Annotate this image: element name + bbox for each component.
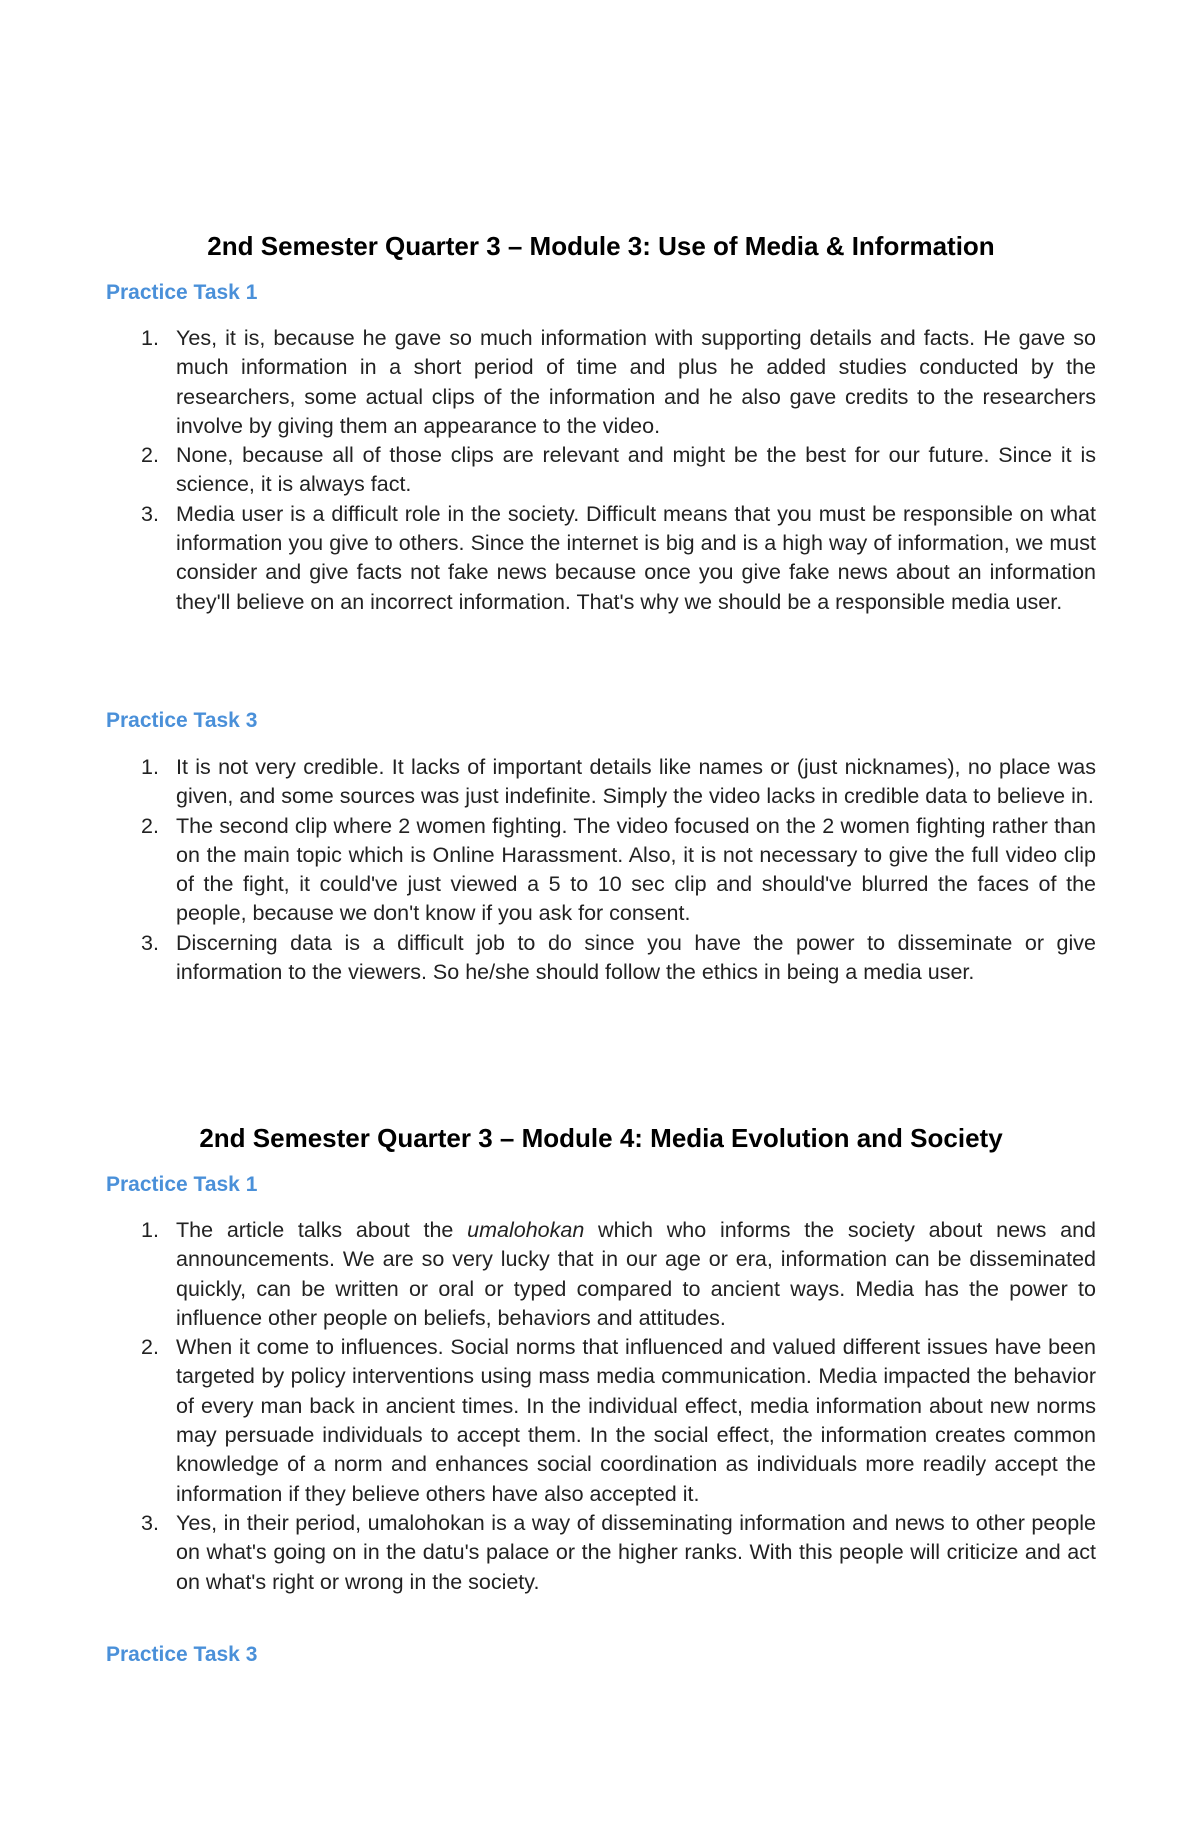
module-4-section [106, 1122, 1096, 1154]
answer-text: When it come to influences. Social norms that influenced and valued different issues have been targeted by policy interventions using mass media communication. Media impacted the behavior of every man back in ancient times. In the individual effect, media information about new norms may persuade individuals to accept them. In the social effect, the information creates common knowledge of a norm and enhances social coordination as individuals more readily accept the information if they believe others have also accepted it. [176, 1335, 1096, 1506]
list-item [106, 753, 1096, 812]
list-item [106, 929, 1096, 988]
list-number: 3. [141, 501, 159, 526]
task-heading: Practice Task 3 [106, 1643, 258, 1666]
task-heading: Practice Task 1 [106, 1173, 258, 1196]
module-3-task-1-answers [106, 324, 1096, 617]
list-item [106, 812, 1096, 929]
answer-text: Media user is a difficult role in the society. Difficult means that you must be responsible on what information you give to others. Since the internet is big and is a high way of information, we must consider and give facts not fake news because once you give fake news about an information they'll believe on an incorrect information. That's why we should be a responsible media user. [176, 501, 1096, 614]
answer-text: Yes, in their period, umalohokan is a way of disseminating information and news to other people on what's going on in the datu's palace or the higher ranks. With this people will criticize and act on what's right or wrong in the society. [176, 1510, 1096, 1594]
list-item [106, 324, 1096, 441]
list-item [106, 1509, 1096, 1597]
list-item [106, 500, 1096, 617]
answer-list [106, 1216, 1096, 1597]
task-heading: Practice Task 1 [106, 281, 258, 304]
list-number: 3. [141, 930, 159, 955]
answer-text-after: which who informs the society about news and announcements. We are so very lucky that in our age or era, information can be disseminated quickly, can be written or oral or typed compared to ancient ways. Media has the power to influence other people on beliefs, behaviors and attitudes. [176, 1218, 1096, 1330]
module-4-task-1 [106, 1171, 1096, 1199]
answer-text: The second clip where 2 women fighting. The video focused on the 2 women fighting rather than on the main topic which is Online Harassment. Also, it is not necessary to give the full video clip of the fight, it could've just viewed a 5 to 10 sec clip and should've blurred the faces of the people, because we don't know if you ask for consent. [176, 813, 1096, 926]
answer-text: Discerning data is a difficult job to do since you have the power to disseminate or give information to the viewers. So he/she should follow the ethics in being a media user. [176, 930, 1096, 985]
module-3-task-3-answers [106, 753, 1096, 987]
answer-text-before: The article talks about the [176, 1218, 468, 1242]
answer-list [106, 753, 1096, 987]
module-3-task-3 [106, 707, 1096, 735]
list-number: 3. [141, 1510, 159, 1535]
module-4-task-3 [106, 1641, 1096, 1669]
module-3-task-1 [106, 279, 1096, 307]
list-number: 2. [141, 813, 159, 838]
module-3-title: 2nd Semester Quarter 3 – Module 3: Use of Media & Information [207, 231, 995, 261]
umalohokan-term: umalohokan [467, 1218, 585, 1242]
list-item [106, 441, 1096, 500]
list-item [106, 1333, 1096, 1509]
answer-text: None, because all of those clips are relevant and might be the best for our future. Since it is science, it is always fact. [176, 443, 1096, 497]
list-number: 2. [141, 443, 159, 468]
list-number: 1. [141, 755, 159, 779]
answer-text: Yes, it is, because he gave so much information with supporting details and facts. He gave so much information in a short period of time and plus he added studies conducted by the researchers, some actual clips of the information and he also gave credits to the researchers involve by giving them an appearance to the video. [176, 326, 1096, 438]
module-3-section [106, 230, 1096, 262]
list-number: 2. [141, 1335, 159, 1360]
answer-list [106, 324, 1096, 617]
task-heading: Practice Task 3 [106, 709, 258, 732]
answer-text: It is not very credible. It lacks of important details like names or (just nicknames), no place was given, and some sources was just indefinite. Simply the video lacks in credible data to believe in. [176, 755, 1096, 809]
list-number: 1. [141, 326, 159, 350]
list-number: 1. [141, 1218, 159, 1242]
module-4-title: 2nd Semester Quarter 3 – Module 4: Media Evolution and Society [199, 1123, 1003, 1153]
list-item [106, 1216, 1096, 1333]
module-4-task-1-answers [106, 1216, 1096, 1597]
